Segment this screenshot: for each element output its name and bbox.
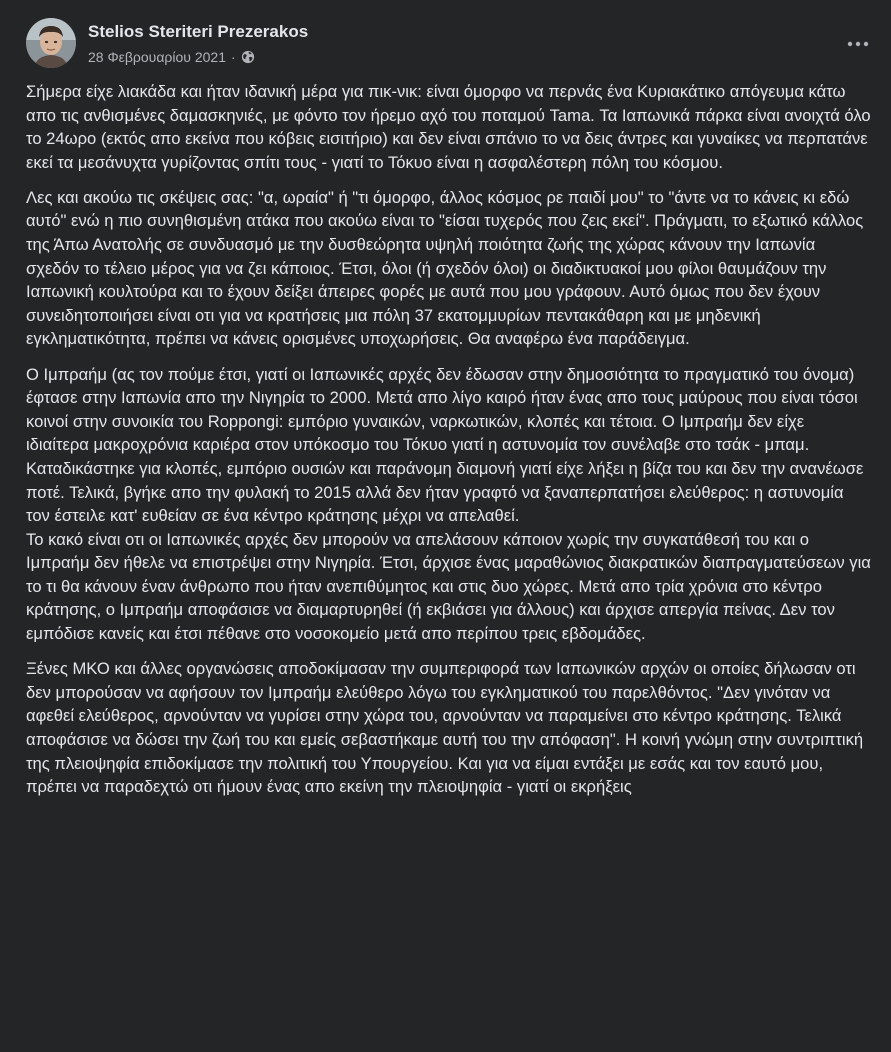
meta-separator: · [230, 49, 236, 65]
post-paragraph: Το κακό είναι οτι οι Ιαπωνικές αρχές δεν μπορούν να απελάσουν κάποιον χωρίς την συγκατάθεσή του και ο Ιμπραήμ δεν ήθελε να επιστρέψει στην Νιγηρία. Έτσι, άρχισε ένας μαραθώνιος διακρατικών διαπραγματεύσεων για το τι θα κάνουν έναν άνθρωπο που ήταν ανεπιθύμητος και στις δυο χώρες. Μετά απο τρία χρόνια στο κέντρο κράτησης, ο Ιμπραήμ αποφάσισε να διαμαρτυρηθεί (ή εκβιάσει για άλλους) και άρχισε απεργία πείνας. Δεν τον εμπόδισε κανείς και έτσι πέθανε στο νοσοκομείο μετά απο περίπου τρεις εβδομάδες. [26, 529, 871, 644]
globe-icon[interactable] [241, 50, 255, 64]
post-paragraph: Σήμερα είχε λιακάδα και ήταν ιδανική μέρα για πικ-νικ: είναι όμορφο να περνάς ένα Κυριακάτικο απόγευμα κάτω απο τις ανθισμένες δαμασκηνιές, με φόντο τον ήρεμο αχό του ποταμού Tama. Τα Ιαπωνικά πάρκα είναι ανοιχτά όλο το 24ωρο (εκτός απο εκείνα που κόβεις εισιτήριο) και δεν είναι σπάνιο το να δεις άντρες και γυναίκες να περπατάνε εκεί τα μεσάνυχτα γυρίζοντας σπίτι τους - γιατί το Τόκυο είναι η ασφαλέστερη πόλη του κόσμου. [26, 82, 871, 172]
post-text [26, 80, 871, 810]
post-meta [88, 49, 255, 65]
avatar[interactable] [26, 18, 76, 68]
post-date[interactable]: 28 Φεβρουαρίου 2021 [88, 49, 226, 65]
post-header [26, 18, 876, 74]
avatar-photo [26, 18, 76, 68]
author-name[interactable]: Stelios Steriteri Prezerakos [88, 22, 309, 41]
post-paragraph: Ξένες ΜΚΟ και άλλες οργανώσεις αποδοκίμασαν την συμπεριφορά των Ιαπωνικών αρχών οι οποίες δήλωσαν οτι δεν μπορούσαν να αφήσουν τον Ιμπραήμ ελεύθερο λόγω του εγκληματικού του παρελθόντος. "Δεν γινόταν να αφεθεί ελεύθερος, αρνούνταν να γυρίσει στην χώρα του, αρνούνταν να παραμείνει στο κέντρο κράτησης. Τελικά αποφάσισε να δώσει την ζωή του και εμείς σεβαστήκαμε αυτή του την απόφαση". Η κοινή γνώμη στην συντριπτική της πλειοψηφία επιδοκίμασε την πολιτική του Υπουργείου. Και για να είμαι εντάξει με εσάς και τον εαυτό μου, πρέπει να παραδεχτώ οτι ήμουν ένας απο εκείνη την πλειοψηφία - γιατί οι εκρήξεις [26, 659, 864, 797]
more-options-icon [847, 41, 869, 47]
more-options-button[interactable] [840, 26, 876, 62]
post-paragraph: Ο Ιμπραήμ (ας τον πούμε έτσι, γιατί οι Ιαπωνικές αρχές δεν έδωσαν στην δημοσιότητα το πραγματικό του όνομα) έφτασε στην Ιαπωνία απο την Νιγηρία το 2000. Μετά απο λίγο καιρό ήταν ένας απο τους μαύρους που είναι τόσοι κοινοί στην συνοικία του Roppongi: εμπόριο γυναικών, ναρκωτικών, κλοπές και τέτοια. Ο Ιμπραήμ δεν είχε ιδιαίτερα μακροχρόνια καριέρα στον υπόκοσμο του Τόκυο γιατί η αστυνομία τον συνέλαβε στο τσάκ - μπαμ. Καταδικάστηκε για κλοπές, εμπόριο ουσιών και παράνομη διαμονή γιατί είχε λήξει η βίζα του και δεν την ανανέωσε ποτέ. Τελικά, βγήκε απο την φυλακή το 2015 αλλά δεν ήταν γραφτό να ξαναπερπατήσει ελεύθερος: η αστυνομία τον έστειλε κατ' ευθείαν σε ένα κέντρο κράτησης μέχρι να απελαθεί. [26, 364, 864, 526]
post-paragraph: Λες και ακούω τις σκέψεις σας: "α, ωραία" ή "τι όμορφο, άλλος κόσμος ρε παιδί μου" το "άντε να το κάνεις κι εδώ αυτό" ενώ η πιο συνηθισμένη ατάκα που ακούω είναι το "είσαι τυχερός που ζεις εκεί". Πράγματι, το εξωτικό κάλλος της Άπω Ανατολής σε συνδυασμό με την δυσθεώρητα υψηλή ποιότητα ζωής της χώρας κάνουν την Ιαπωνία σχεδόν το τέλειο μέρος για να ζει κάποιος. Έτσι, όλοι (ή σχεδόν όλοι) οι διαδικτυακοί μου φίλοι θαυμάζουν την Ιαπωνική κουλτούρα και το έχουν δείξει άπειρες φορές με αυτά που μου γράφουν. Αυτό όμως που δεν έχουν συνειδητοποιήσει είναι οτι για να κρατήσεις μια πόλη 37 εκατομμυρίων πεντακάθαρη και με μηδενική εγκληματικότητα, πρέπει να κάνεις ορισμένες υποχωρήσεις. Θα αναφέρω ένα παράδειγμα. [26, 187, 864, 349]
